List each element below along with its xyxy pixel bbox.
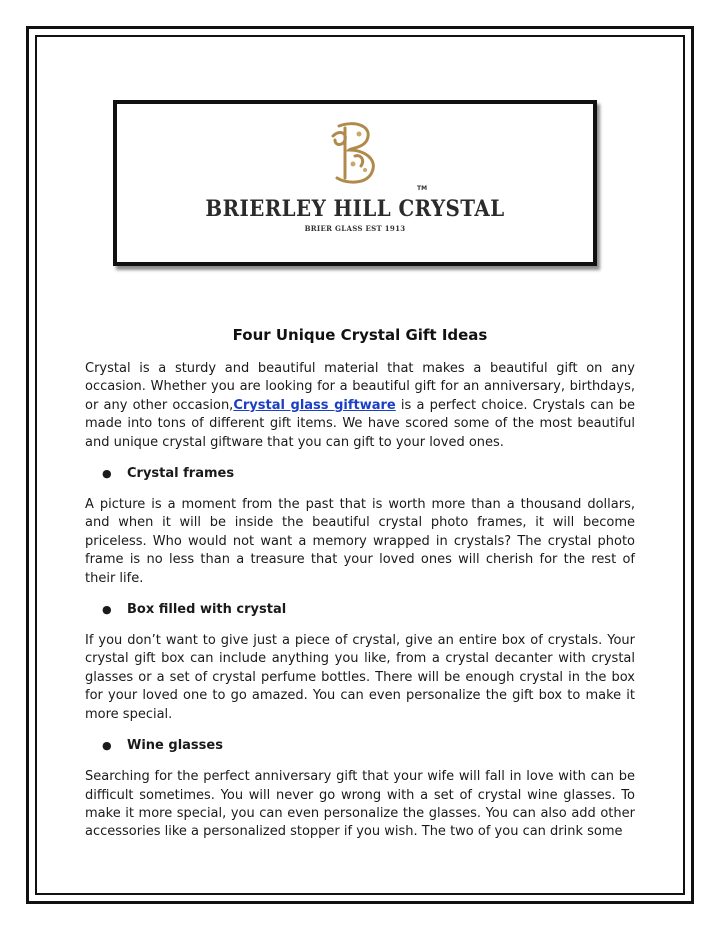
intro-text-before: Crystal is a sturdy and beautiful material that makes a beautiful gift on any occasion. Whether you are looking for a beautiful gift for an anniversary, birthdays, or any other occasion,: [85, 361, 635, 413]
intro-paragraph: [85, 360, 635, 452]
section-heading-text: Box filled with crystal: [127, 602, 287, 618]
section-heading-crystal-frames: [85, 465, 635, 483]
section-heading-text: Crystal frames: [127, 466, 235, 482]
section-heading-wine-glasses: [85, 737, 635, 755]
intro-text-after: is a perfect choice. Crystals can be made into tons of different gift items. We have scored some of the most beautiful and unique crystal giftware that you can gift to your loved ones.: [85, 397, 635, 450]
bullet-icon: ●: [102, 467, 112, 481]
article-title: Four Unique Crystal Gift Ideas: [232, 326, 488, 344]
section-paragraph-wine-glasses: Searching for the perfect anniversary gift that your wife will fall in love with can be difficult sometimes. You will never go wrong with a set of crystal wine glasses. To make it more special, you can even personalize the glasses. You can also add other accessories like a personalized stopper if you wish. The two of you can drink some: [85, 769, 635, 840]
logo-banner: [113, 100, 597, 266]
trademark-mark: TM: [417, 185, 428, 192]
section-paragraph-crystal-frames: A picture is a moment from the past that is worth more than a thousand dollars, and when it will be inside the beautiful crystal photo frames, it will become priceless. Who would not want a memory wrapped in crystals? The crystal photo frame is no less than a treasure that your loved ones will cherish for the rest of their life.: [85, 497, 635, 586]
section-heading-box-filled: [85, 601, 635, 619]
brand-name: BRIERLEY HILL CRYSTAL: [205, 196, 505, 222]
article-body: [85, 360, 635, 842]
section-heading-text: Wine glasses: [127, 738, 223, 754]
crystal-giftware-link[interactable]: Crystal glass giftware: [233, 397, 396, 413]
section-paragraph-box-filled: If you don’t want to give just a piece of crystal, give an entire box of crystals. Your crystal gift box can include anything you like, from a crystal decanter with crystal glasses or a set of crystal perfume bottles. There will be enough crystal in the box for your loved one to go amazed. You can even personalize the gift box to make it more special.: [85, 633, 635, 722]
bh-monogram-icon: [325, 120, 385, 186]
brand-tagline: BRIER GLASS EST 1913: [304, 224, 406, 233]
bullet-icon: ●: [102, 739, 112, 753]
bullet-icon: ●: [102, 603, 112, 617]
